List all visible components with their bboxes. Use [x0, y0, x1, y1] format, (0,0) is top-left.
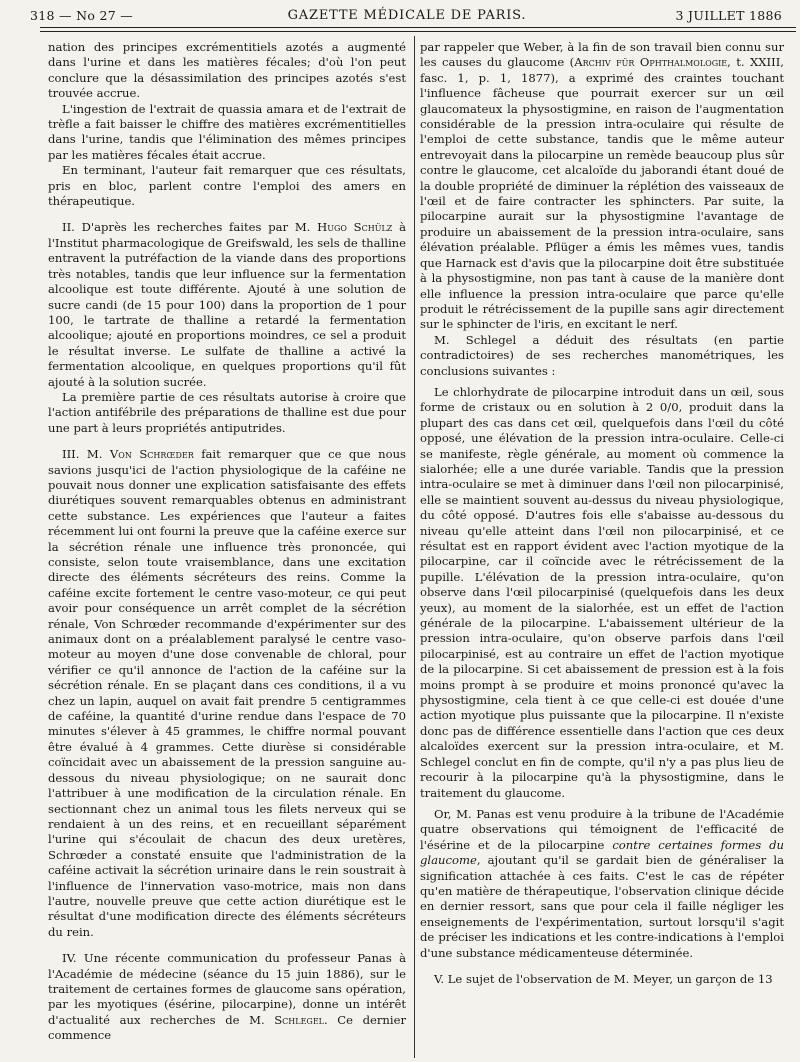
- page-number: 318: [30, 8, 55, 23]
- section-ii-paragraph: II. D'après les recherches faites par M. Hugo Schülz à l'Institut pharmacologique de Greifswald, les sels de thalline entravent la putréfaction de la viande dans des proportions très notables, tandis que leur influence sur la fermentation alcoolique est toute différente. Ajouté à une solution de sucre candi (de 15 pour 100) dans la proportion de 1 pour 100, le tartrate de thalline a retardé la fermentation alcoolique; ajouté en proportions moindres, ce sel a produit le résultat inverse. Le sulfate de thalline a activé la fermentation alcoolique, en quelques proportions qu'il fût ajouté à la solution sucrée.: [48, 220, 406, 389]
- paragraph: nation des principes excrémentitiels azotés a augmenté dans l'urine et dans les matières fécales; d'où l'on peut conclure que la désassimilation des principes azotés s'est trouvée accrue.: [48, 40, 406, 101]
- journal-title: GAZETTE MÉDICALE DE PARIS.: [287, 8, 527, 23]
- paragraph: Le chlorhydrate de pilocarpine introduit dans un œil, sous forme de cristaux ou en solution à 2 0/0, produit dans la plupart des cas dans cet œil, quelquefois dans l'œil du côté opposé, une élévation de la pression intra-oculaire. Celle-ci se manifeste, règle générale, au moment où commence la sialorhée; elle a une durée variable. Tandis que la pression intra-oculaire se met à diminuer dans l'œil non pilocarpinisé, elle se maintient souvent au-dessus du niveau physiologique, du côté opposé. D'autres fois elle s'abaisse au-dessous du niveau qu'elle atteint dans l'œil non pilocarpinisé, et ce résultat est en rapport évident avec l'action myotique de la pilocarpine, car il coïncide avec le rétrécissement de la pupille. L'élévation de la pression intra-oculaire, qu'on observe dans l'œil pilocarpinisé (quelquefois dans les deux yeux), au moment de la sialorhée, est un effet de l'action générale de la pilocarpine. L'abaissement ultérieur de la pression intra-oculaire, qu'on observe parfois dans l'œil pilocarpinisé, est au contraire un effet de l'action myotique de la pilocarpine. Si cet abaissement de pression est à la fois moins prompt à se produire et moins prononcé qu'avec la physostigmine, cela tient à ce que celle-ci est douée d'une action myotique plus puissante que la pilocarpine. Il n'existe donc pas de différence essentielle dans l'action que ces deux alcaloïdes exercent sur la pression intra-oculaire, et M. Schlegel conclut en fin de compte, qu'il n'y a pas plus lieu de recourir à la pilocarpine qu'à la physostigmine, dans le traitement du glaucome.: [420, 384, 784, 800]
- paragraph: La première partie de ces résultats autorise à croire que l'action antifébrile des préparations de thalline est due pour une part à leurs propriétés antiputrides.: [48, 389, 406, 435]
- left-column: [48, 40, 406, 1044]
- author-name: Schlegel: [274, 1012, 324, 1027]
- section-iii-paragraph: III. M. Von Schrœder fait remarquer que ce que nous savions jusqu'ici de l'action physiologique de la caféine ne pouvait nous donner une explication satisfaisante des effets diurétiques souvent remarquables obtenus en administrant cette substance. Les expériences que l'auteur a faites récemment lui ont fourni la preuve que la caféine exerce sur la sécrétion rénale une influence très prononcée, qui consiste, selon toute vraisemblance, dans une excitation directe des éléments sécréteurs des reins. Comme la caféine excite fortement le centre vaso-moteur, ce qui peut avoir pour conséquence un arrêt complet de la sécrétion rénale, Von Schrœder recommande d'expérimenter sur des animaux dont on a préalablement paralysé le centre vaso-moteur au moyen d'une dose convenable de chloral, pour vérifier ce qu'il annonce de l'action de la caféine sur la sécrétion rénale. En se plaçant dans ces conditions, il a vu chez un lapin, auquel on avait fait prendre 5 centigrammes de caféine, la quantité d'urine rendue dans l'espace de 70 minutes s'élever à 45 grammes, le chiffre normal pouvant être évalué à 4 grammes. Cette diurèse si considérable coïncidait avec un abaissement de la pression sanguine au-dessous du niveau physiologique; on ne saurait donc l'attribuer à une modification de la circulation rénale. En sectionnant chez un animal tous les filets nerveux qui se rendaient à un des reins, et en recueillant séparément l'urine qui s'écoulait de chacun des deux uretères, Schrœder a constaté ensuite que l'administration de la caféine activait la sécrétion urinaire dans le rein soustrait à l'influence de l'innervation vaso-motrice, mais non dans l'autre, nouvelle preuve que cette action diurétique est le résultat d'une modification directe des éléments sécréteurs du rein.: [48, 447, 406, 939]
- paragraph: par rappeler que Weber, à la fin de son travail bien connu sur les causes du glaucome (Archiv für Ophthalmologie, t. XXIII, fasc. 1, p. 1, 1877), a exprimé des craintes touchant l'influence fâcheuse que pourrait exercer sur un œil glaucomateux la physostigmine, en raison de l'augmentation considérable de la pression intra-oculaire qui résulte de l'emploi de cette substance, tandis que le même auteur entrevoyait dans la pilocarpine un remède beaucoup plus sûr contre le glaucome, cet alcaloïde du jaborandi étant doué de la double propriété de diminuer la réplétion des vaisseaux de l'œil et de faire contracter les sphincters. Par suite, la pilocarpine aurait sur la physostigmine l'avantage de produire un abaissement de la pression intra-oculaire, sans élévation préalable. Pflüger a émis les mêmes vues, tandis que Harnack est d'avis que la pilocarpine doit être substituée à la physostigmine, non pas tant à cause de la manière dont elle influence la pression intra-oculaire que parce qu'elle produit le rétrécissement de la pupille sans agir directement sur le sphincter de l'iris, en excitant le nerf.: [420, 40, 784, 332]
- section-v-paragraph: V. Le sujet de l'observation de M. Meyer, un garçon de 13: [434, 971, 773, 986]
- running-head: [26, 6, 788, 26]
- section-iv-paragraph: IV. Une récente communication du professeur Panas à l'Académie de médecine (séance du 15 juin 1886), sur le traitement de certaines formes de glaucome sans opération, par les myotiques (ésérine, pilocarpine), donne un intérêt d'actualité aux recherches de M. Schlegel. Ce dernier commence: [48, 951, 406, 1043]
- paragraph: L'ingestion de l'extrait de quassia amara et de l'extrait de trèfle a fait baisser le chiffre des matières excrémentitielles dans l'urine, tandis que l'élimination des mêmes principes par les matières fécales était accrue.: [48, 101, 406, 162]
- author-name: Von Schrœder: [109, 447, 194, 462]
- issue-date: 3 JUILLET 1886: [675, 8, 782, 23]
- author-name: Hugo Schülz: [317, 220, 393, 235]
- header-rule-thick: [40, 27, 796, 28]
- header-rule-thin: [40, 31, 796, 32]
- journal-citation: Archiv für Ophthalmologie: [574, 55, 728, 70]
- paragraph: Or, M. Panas est venu produire à la tribune de l'Académie quatre observations qui témoignent de l'efficacité de l'ésérine et de la pilocarpine contre certaines formes du glaucome, ajoutant qu'il se gardait bien de généraliser la signification attachée à ces faits. C'est le cas de répéter qu'en matière de thérapeutique, l'observation clinique décide en dernier ressort, sans que pour cela il faille négliger les enseignements de l'expérimentation, surtout lorsqu'il s'agit de préciser les indications et les contre-indications à l'emploi d'une substance médicamenteuse déterminée.: [420, 806, 784, 960]
- paragraph: En terminant, l'auteur fait remarquer que ces résultats, pris en bloc, parlent contre l'emploi des amers en thérapeutique.: [48, 163, 406, 209]
- right-column: [420, 40, 784, 987]
- italic-phrase: contre certaines formes du glaucome: [420, 837, 784, 868]
- paragraph: M. Schlegel a déduit des résultats (en partie contradictoires) de ses recherches manométriques, les conclusions suivantes :: [420, 332, 784, 378]
- column-divider: [414, 36, 415, 1058]
- issue-number: — No 27 —: [59, 8, 134, 23]
